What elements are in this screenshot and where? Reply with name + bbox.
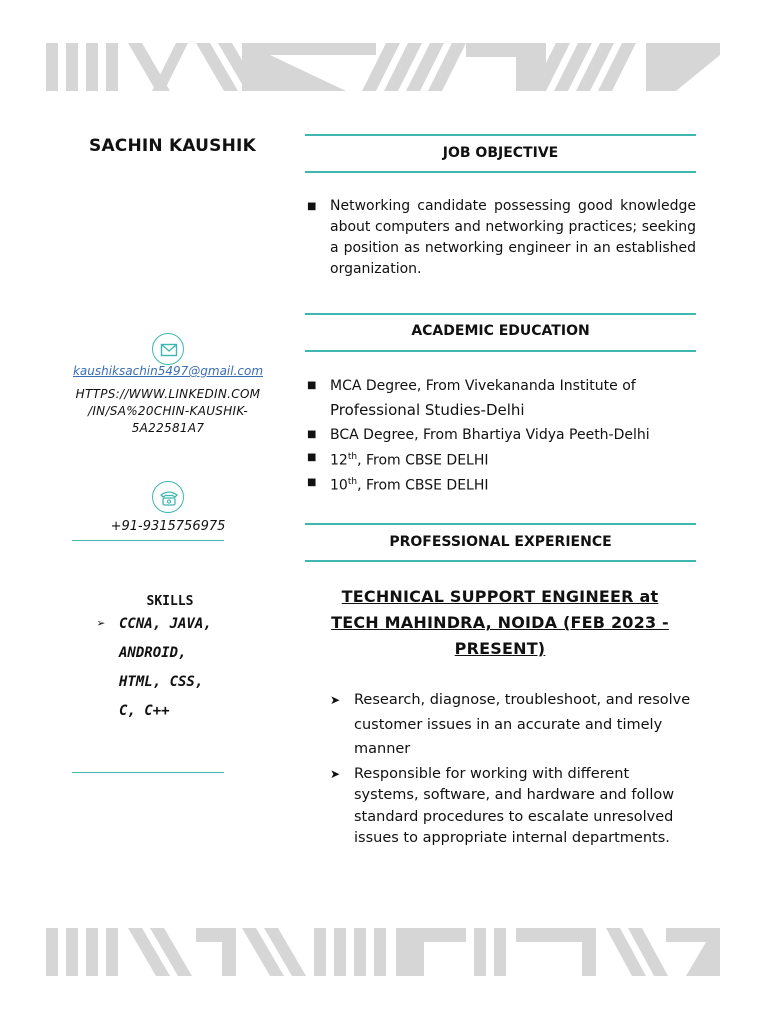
header-pattern-band <box>46 43 720 91</box>
skill-item: HTML, CSS, <box>119 674 204 690</box>
linkedin-url[interactable] <box>68 386 268 437</box>
skills-heading: SKILLS <box>146 594 194 609</box>
section-title-experience: PROFESSIONAL EXPERIENCE <box>389 534 612 550</box>
footer-pattern-band <box>46 928 720 976</box>
square-bullet-icon: ■ <box>307 380 317 391</box>
phone-number[interactable]: +91-9315756975 <box>110 519 226 534</box>
skill-item: ANDROID, <box>119 645 187 661</box>
arrow-bullet-icon: ➢ <box>97 616 106 632</box>
divider <box>72 540 224 541</box>
skill-item: C, C++ <box>119 703 170 719</box>
section-rule <box>305 523 696 525</box>
arrow-bullet-icon: ➤ <box>330 766 341 781</box>
section-rule <box>305 560 696 562</box>
skills-list <box>97 612 212 728</box>
candidate-name: SACHIN KAUSHIK <box>89 136 256 156</box>
email-link[interactable]: kaushiksachin5497@gmail.com <box>72 364 264 378</box>
divider <box>72 772 224 773</box>
list-item: ➤ Responsible for working with different systems, software, and hardware and follow standard procedures to escalate unresolved issues to appropriate internal departments. <box>330 765 675 846</box>
list-item: ■ MCA Degree, From Vivekananda Institute of Professional Studies-Delhi <box>305 374 696 423</box>
section-title-job-objective: JOB OBJECTIVE <box>442 145 559 161</box>
list-item: ■ 10th, From CBSE DELHI <box>305 472 696 497</box>
experience-list <box>330 688 698 850</box>
job-objective-list <box>305 196 696 280</box>
section-rule <box>305 350 696 352</box>
list-item: ➤ Research, diagnose, troubleshoot, and resolve customer issues in an accurate and timely manner <box>330 688 698 762</box>
section-rule <box>305 171 696 173</box>
list-item: ■ BCA Degree, From Bhartiya Vidya Peeth-Delhi <box>305 423 696 447</box>
section-title-education: ACADEMIC EDUCATION <box>411 323 590 339</box>
linkedin-line: 5A22581A7 <box>131 421 205 435</box>
telephone-icon <box>152 481 184 513</box>
envelope-icon <box>152 333 184 365</box>
education-list <box>305 374 696 496</box>
skill-item: ➢ CCNA, JAVA, <box>97 612 212 641</box>
list-item: ■ 12th, From CBSE DELHI <box>305 447 696 472</box>
linkedin-line: /IN/SA%20CHIN-KAUSHIK- <box>88 404 248 418</box>
square-bullet-icon: ■ <box>307 201 317 212</box>
section-rule <box>305 134 696 136</box>
list-item: ■ Networking candidate possessing good knowledge about computers and networking practices; seeking a position as networking engineer in an established organization. <box>307 198 696 277</box>
square-bullet-icon: ■ <box>307 476 317 488</box>
square-bullet-icon: ■ <box>307 429 317 440</box>
square-bullet-icon: ■ <box>307 452 317 463</box>
arrow-bullet-icon: ➤ <box>330 693 341 707</box>
section-rule <box>305 313 696 315</box>
linkedin-line: HTTPS://WWW.LINKEDIN.COM <box>75 387 261 401</box>
job-role-title: TECHNICAL SUPPORT ENGINEER at TECH MAHINDRA, NOIDA (FEB 2023 - PRESENT) <box>331 587 669 658</box>
